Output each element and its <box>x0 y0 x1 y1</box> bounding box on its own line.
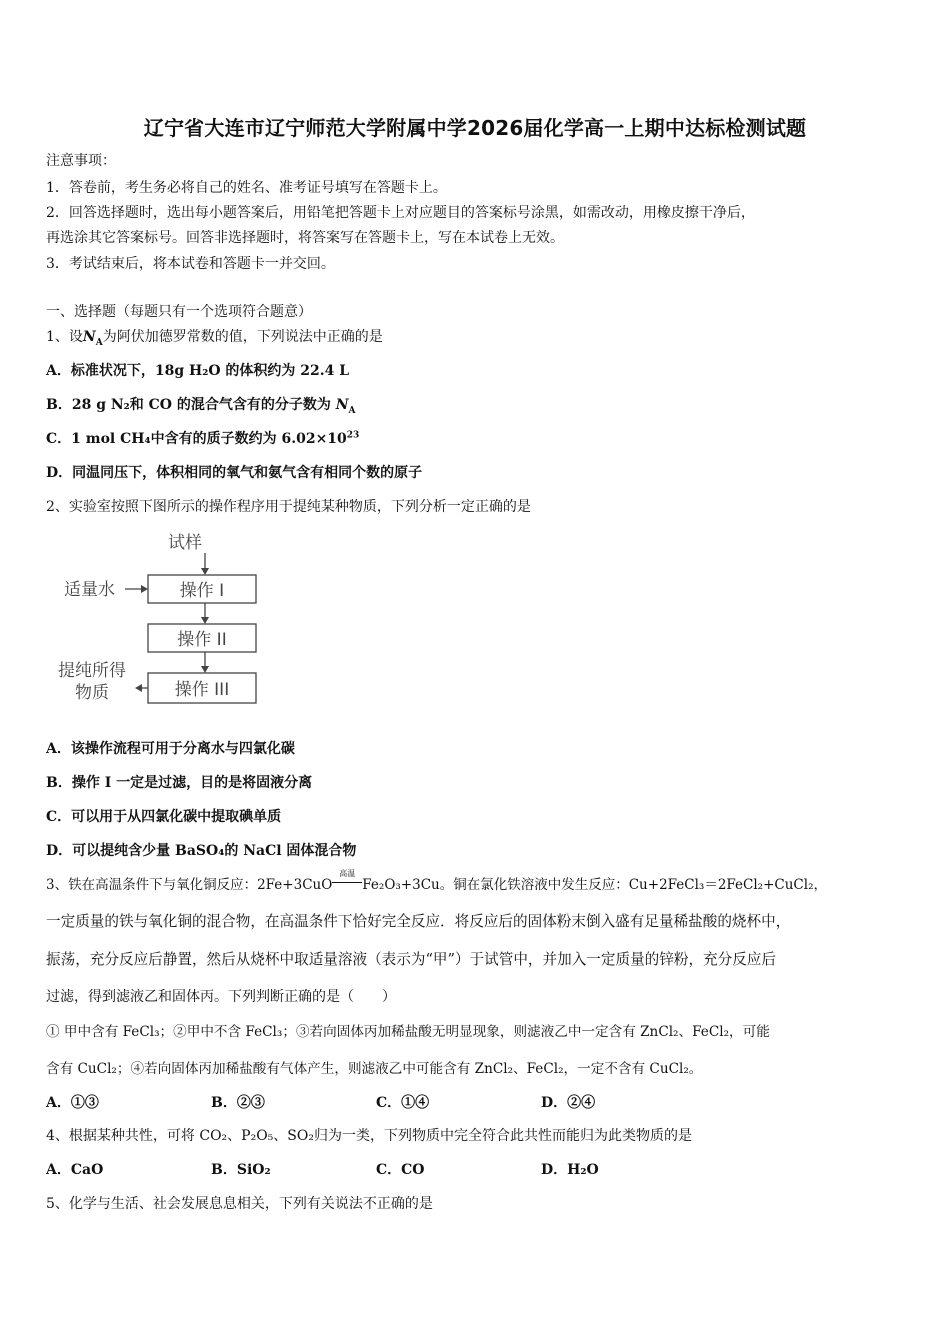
q3-condition: 高温 <box>339 869 356 878</box>
notice-heading: 注意事项： <box>46 153 116 169</box>
q1-stem-post: 为阿伏加德罗常数的值，下列说法中正确的是 <box>102 329 383 345</box>
question-3-line-1 <box>46 869 827 894</box>
q1-b-sub: A <box>348 405 356 416</box>
q4-option-b: B．SiO₂ <box>211 1162 271 1178</box>
notice-item: 再选涂其它答案标号。回答非选择题时，将答案写在答题卡上，写在本试卷上无效。 <box>46 230 564 246</box>
question-1-stem <box>46 328 383 346</box>
question-2-stem: 2、实验室按照下图所示的操作程序用于提纯某种物质，下列分析一定正确的是 <box>46 499 531 515</box>
q1-c-sup: 23 <box>346 430 360 441</box>
q1-b-var: N <box>335 397 349 413</box>
q1-option-b <box>46 396 356 414</box>
q1-option-a: A．标准状况下，18g H₂O 的体积约为 22.4 L <box>46 363 350 379</box>
question-3-line-3: 振荡，充分反应后静置，然后从烧杯中取适量溶液（表示为“甲”）于试管中，并加入一定质量的锌粉，充分反应后 <box>46 951 777 968</box>
q1-stem-pre: 1、设 <box>46 329 83 345</box>
q2-option-b: B．操作 I 一定是过滤，目的是将固液分离 <box>46 775 313 791</box>
q2-option-c: C．可以用于从四氯化碳中提取碘单质 <box>46 809 282 825</box>
flow-diagram <box>50 530 280 710</box>
question-3-line-5: ① 甲中含有 FeCl₃；②甲中不含 FeCl₃；③若向固体丙加稀盐酸无明显现象，则滤液乙中一定含有 ZnCl₂、FeCl₂，可能 <box>46 1024 770 1040</box>
notice-item: 2．回答选择题时，选出每小题答案后，用铅笔把答题卡上对应题目的答案标号涂黑，如需改动，用橡皮擦干净后， <box>46 205 755 221</box>
question-3-line-6: 含有 CuCl₂；④若向固体丙加稀盐酸有气体产生，则滤液乙中可能含有 ZnCl₂、FeCl₂，一定不含有 CuCl₂。 <box>46 1061 703 1077</box>
q3-reaction-arrow <box>332 869 362 889</box>
q1-b-text: B．28 g N₂和 CO 的混合气含有的分子数为 <box>46 397 331 413</box>
page-title: 辽宁省大连市辽宁师范大学附属中学2026届化学高一上期中达标检测试题 <box>143 116 807 140</box>
flow-arrowhead <box>201 617 209 624</box>
flow-arrowhead <box>141 585 148 593</box>
q3-line1-post: Fe₂O₃+3Cu。铜在氯化铁溶液中发生反应：Cu+2FeCl₃＝2FeCl₂+CuCl₂， <box>362 877 827 893</box>
q3-options <box>46 1094 706 1112</box>
question-3-line-4: 过滤，得到滤液乙和固体丙。下列判断正确的是（ ） <box>46 989 396 1005</box>
q3-option-c: C．①④ <box>376 1095 430 1111</box>
q1-c-text: C．1 mol CH₄中含有的质子数约为 6.02×10 <box>46 431 347 447</box>
flow-op1-label: 操作 I <box>179 581 225 601</box>
q1-option-c <box>46 430 359 448</box>
flow-water-label: 适量水 <box>64 580 115 600</box>
flow-product-label-2: 物质 <box>75 683 109 703</box>
notice-item: 3．考试结束后，将本试卷和答题卡一并交回。 <box>46 256 335 272</box>
q1-stem-sub: A <box>95 337 103 348</box>
q4-option-a: A．CaO <box>46 1162 104 1178</box>
question-4-stem: 4、根据某种共性，可将 CO₂、P₂O₅、SO₂归为一类，下列物质中完全符合此共性而能归为此类物质的是 <box>46 1128 692 1144</box>
flow-arrowhead <box>201 666 209 673</box>
flow-arrowhead <box>201 568 209 575</box>
q1-stem-var: N <box>82 329 96 345</box>
flow-op2-label: 操作 II <box>177 630 227 650</box>
q4-option-c: C．CO <box>376 1162 425 1178</box>
q3-option-d: D．②④ <box>541 1095 596 1111</box>
q3-line1-pre: 3、铁在高温条件下与氧化铜反应：2Fe+3CuO <box>46 877 333 893</box>
q4-option-d: D．H₂O <box>541 1162 599 1178</box>
q3-option-b: B．②③ <box>211 1095 265 1111</box>
notice-item: 1．答卷前，考生务必将自己的姓名、准考证号填写在答题卡上。 <box>46 180 447 196</box>
q2-option-a: A．该操作流程可用于分离水与四氯化碳 <box>46 741 295 757</box>
q3-option-a: A．①③ <box>46 1095 99 1111</box>
question-5-stem: 5、化学与生活、社会发展息息相关，下列有关说法不正确的是 <box>46 1196 433 1212</box>
flow-product-label-1: 提纯所得 <box>58 661 126 681</box>
q1-option-d: D．同温同压下，体积相同的氧气和氨气含有相同个数的原子 <box>46 465 423 481</box>
flow-arrowhead <box>135 684 142 692</box>
flow-sample-label: 试样 <box>168 533 202 553</box>
flow-op3-label: 操作 III <box>174 680 230 700</box>
question-3-line-2: 一定质量的铁与氧化铜的混合物，在高温条件下恰好完全反应．将反应后的固体粉末倒入盛有足量稀盐酸的烧杯中， <box>46 913 791 930</box>
q2-option-d: D．可以提纯含少量 BaSO₄的 NaCl 固体混合物 <box>46 843 357 859</box>
section-heading: 一、选择题（每题只有一个选项符合题意） <box>46 304 312 320</box>
q4-options <box>46 1161 706 1179</box>
